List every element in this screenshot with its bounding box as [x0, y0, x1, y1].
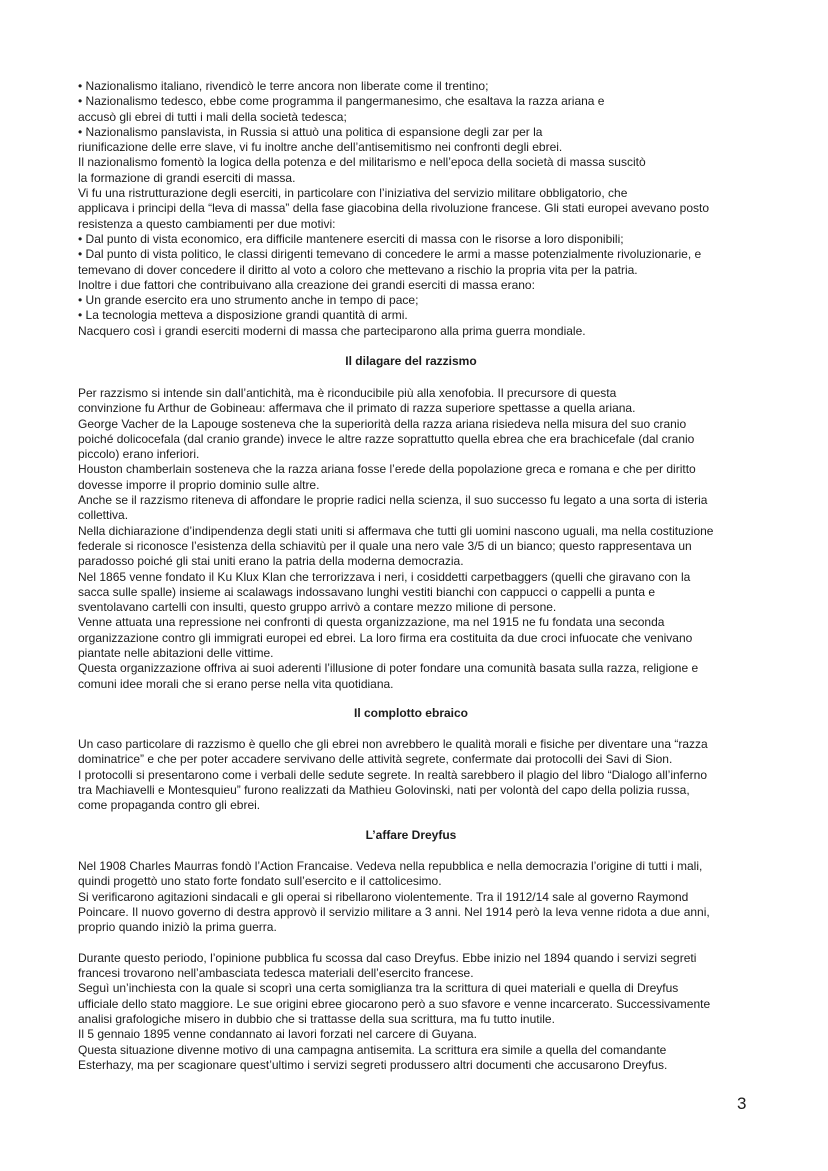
text-line: George Vacher de la Lapouge sosteneva che la superiorità della razza ariana risiedeva nella misura del suo cranio [78, 416, 687, 431]
text-line: accusò gli ebrei di tutti i mali della società tedesca; [78, 109, 347, 124]
text-line: sventolavano cartelli con insulti, questo gruppo arrivò a contare mezzo milione di persone. [78, 600, 557, 615]
section-body [78, 386, 713, 692]
text-line: analisi grafologiche misero in dubbio che si trattasse della sua scrittura, ma fu tutto inutile. [78, 1011, 555, 1026]
text-line: • Nazionalismo italiano, rivendicò le terre ancora non liberate come il trentino; [78, 79, 489, 93]
text-line: comuni idee morali che si erano perse nella vita quotidiana. [78, 676, 394, 691]
section-heading: L’affare Dreyfus [365, 828, 457, 842]
text-line: proprio quando iniziò la prima guerra. [78, 920, 277, 935]
text-line: piccolo) erano inferiori. [78, 447, 200, 462]
text-line: Inoltre i due fattori che contribuivano alla creazione dei grandi eserciti di massa erano: [78, 277, 535, 292]
section-heading: Il complotto ebraico [353, 706, 468, 720]
text-line: paradosso poiché gli stai uniti erano la patria della moderna democrazia. [78, 554, 464, 569]
text-line: sacca sulle spalle) insieme ai scalawags indossavano lunghi vestiti bianchi con cappucci o cappelli a punta e [78, 584, 656, 599]
text-line: • Dal punto di vista politico, le classi dirigenti temevano di concedere le armi a masse potenzialmente rivoluzionarie, e [78, 247, 702, 262]
text-line: • Nazionalismo tedesco, ebbe come programma il pangermanesimo, che esaltava la razza ariana e [78, 94, 605, 109]
text-line: quindi progettò uno stato forte fondato sull’esercito e il cattolicesimo. [78, 874, 442, 889]
text-line: resistenza a questo cambiamenti per due motivi: [78, 216, 336, 231]
text-line: • Dal punto di vista economico, era difficile mantenere eserciti di massa con le risorse a loro disponibili; [78, 231, 624, 246]
text-line: ufficiale dello stato maggiore. Le sue origini ebree giocarono però a suo sfavore e venne incarcerato. Successivamente [78, 996, 711, 1011]
text-line: Questa situazione divenne motivo di una campagna antisemita. La scrittura era simile a quella del comandante [78, 1042, 667, 1057]
text-line: Houston chamberlain sosteneva che la razza ariana fosse l’erede della popolazione greca e romana e che per diritto [78, 462, 696, 477]
text-line: Nacquero così i grandi eserciti moderni di massa che parteciparono alla prima guerra mondiale. [78, 323, 586, 338]
text-line: convinzione fu Arthur de Gobineau: affermava che il primato di razza superiore spettasse a quella ariana. [78, 401, 636, 416]
text-line: organizzazione contro gli immigrati europei ed ebrei. La loro firma era costituita da due croci infuocate che venivano [78, 630, 693, 645]
text-line: Anche se il razzismo riteneva di affondare le proprie radici nella scienza, il suo successo fu legato a una sorta di isteria [78, 493, 708, 508]
text-line: come propaganda contro gli ebrei. [78, 798, 261, 813]
text-line: Il nazionalismo fomentò la logica della potenza e del militarismo e nell’epoca della società di massa suscitò [78, 155, 646, 170]
section-heading: Il dilagare del razzismo [345, 354, 477, 368]
text-line: • La tecnologia metteva a disposizione grandi quantità di armi. [78, 308, 408, 323]
text-line: Seguì un’inchiesta con la quale si scoprì una certa somiglianza tra la scrittura di quei materiali e quella di Dreyfus [78, 981, 679, 996]
text-line: francesi trovarono nell’ambasciata tedesca materiali dell’esercito francese. [78, 966, 474, 981]
text-line: Esterhazy, ma per scagionare quest’ultimo i servizi segreti produssero altri documenti che accusarono Dreyfus. [78, 1057, 668, 1072]
page-number: 3 [737, 1094, 747, 1113]
text-line: tra Machiavelli e Montesquieu” furono realizzati da Mathieu Golovinski, nati per volontà del capo della polizia russa, [78, 782, 690, 797]
text-line: Venne attuata una repressione nei confronti di questa organizzazione, ma nel 1915 ne fu fondata una seconda [78, 615, 665, 630]
paragraph [78, 386, 713, 692]
paragraph [78, 951, 710, 1073]
text-line: Si verificarono agitazioni sindacali e gli operai si ribellarono violentemente. Tra il 1912/14 sale al governo Raymond [78, 889, 689, 904]
text-line: dominatrice” e che per poter accadere servivano delle attività segrete, confermate dai protocolli dei Savi di Sion. [78, 752, 673, 767]
paragraph [78, 79, 709, 339]
text-line: Durante questo periodo, l’opinione pubblica fu scossa dal caso Dreyfus. Ebbe inizio nel 1894 quando i servizi segreti [78, 950, 697, 965]
section-body [78, 79, 709, 339]
text-line: Poincare. Il nuovo governo di destra approvò il servizio militare a 3 anni. Nel 1914 però la leva venne ridota a due anni, [78, 904, 710, 919]
paragraph [78, 737, 708, 813]
text-line: applicava i principi della “leva di massa” della fase giacobina della rivoluzione francese. Gli stati europei avevano posto [78, 201, 710, 216]
text-line: Nella dichiarazione d’indipendenza degli stati uniti si affermava che tutti gli uomini nascono uguali, ma nella costituzione [78, 523, 714, 538]
text-line: dovesse imporre il proprio dominio sulle altre. [78, 477, 320, 492]
text-line: riunificazione delle erre slave, vi fu inoltre anche dell’antisemitismo nei confronti degli ebrei. [78, 140, 563, 155]
text-line: temevano di dover concedere il diritto al voto a coloro che mettevano a rischio la propria vita per la patria. [78, 262, 638, 277]
text-line: la formazione di grandi eserciti di massa. [78, 170, 296, 185]
text-line: Nel 1865 venne fondato il Ku Klux Klan che terrorizzava i neri, i cosiddetti carpetbaggers (quelli che giravano con la [78, 569, 691, 584]
text-line: piantate nelle abitazioni delle vittime. [78, 646, 274, 661]
text-line: poiché dolicocefala (dal cranio grande) invece le altre razze soprattutto quella ebrea che era brachicefale (dal cranio [78, 431, 695, 446]
text-line: Questa organizzazione offriva ai suoi aderenti l’illusione di poter fondare una comunità basata sulla razza, religione e [78, 661, 699, 676]
text-line: I protocolli si presentarono come i verbali delle sedute segrete. In realtà sarebbero il plagio del libro “Dialogo all’inferno [78, 767, 708, 782]
text-line: Vi fu una ristrutturazione degli eserciti, in particolare con l’iniziativa del servizio militare obbligatorio, che [78, 186, 628, 201]
text-line: federale si riconosce l’esistenza della schiavitù per il quale una nero vale 3/5 di un bianco; questo rappresentava un [78, 538, 692, 553]
text-line: Per razzismo si intende sin dall’antichità, ma è riconducibile più alla xenofobia. Il precursore di questa [78, 386, 617, 400]
text-line: • Un grande esercito era uno strumento anche in tempo di pace; [78, 293, 419, 308]
section-body [78, 859, 710, 1073]
paragraph [78, 859, 710, 935]
text-line: Nel 1908 Charles Maurras fondò l’Action Francaise. Vedeva nella repubblica e nella democrazia l’origine di tutti i mali, [78, 859, 703, 873]
section-body [78, 737, 708, 813]
text-line: Il 5 gennaio 1895 venne condannato ai lavori forzati nel carcere di Guyana. [78, 1027, 477, 1042]
text-line: Un caso particolare di razzismo è quello che gli ebrei non avrebbero le qualità morali e fisiche per diventare una “razza [78, 737, 708, 751]
text-line: • Nazionalismo panslavista, in Russia si attuò una politica di espansione degli zar per la [78, 124, 543, 139]
text-line: collettiva. [78, 508, 129, 523]
